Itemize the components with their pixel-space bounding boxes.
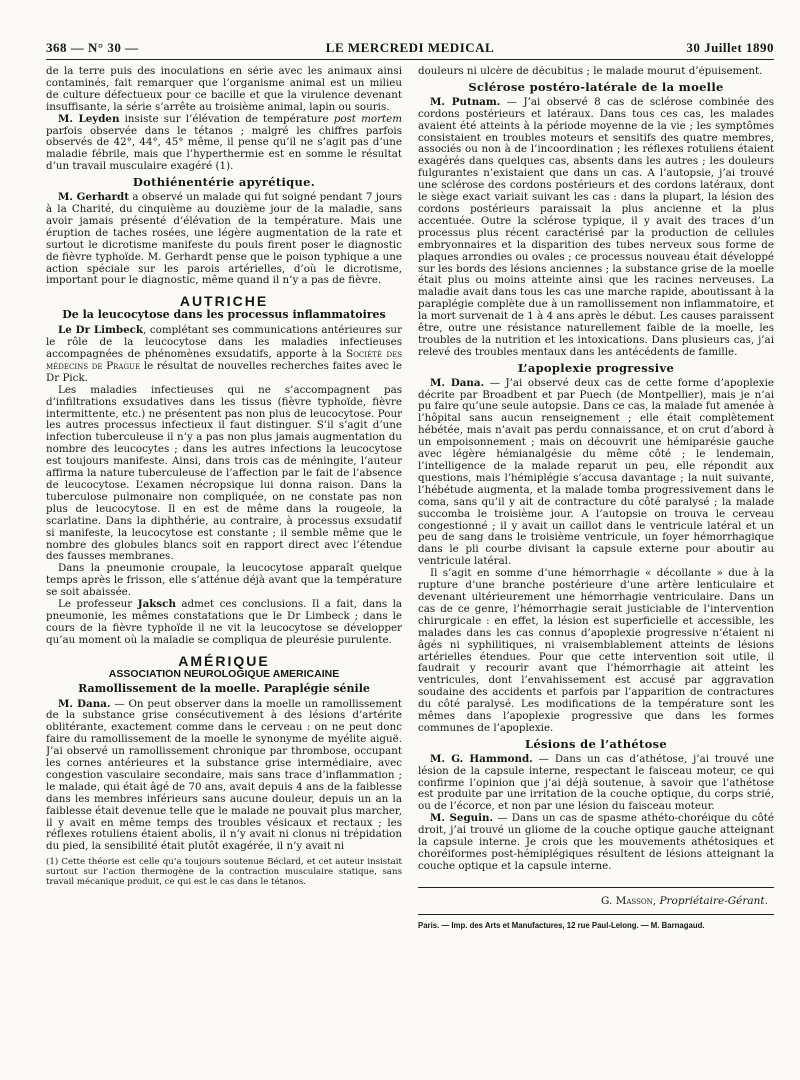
country-heading: AMÉRIQUE — [178, 652, 270, 669]
publisher-title: Propriétaire-Gérant. — [656, 894, 768, 907]
speaker-name: M. Dana. — [430, 376, 485, 389]
paragraph — [46, 325, 402, 385]
speaker-name: M. Leyden — [58, 112, 120, 125]
country-heading: AUTRICHE — [179, 293, 269, 310]
text-run: — Dans un cas de spasme athéto-choréique du côté droit, j’ai trouvé un gliome de la couche optique gauche atteignant la capsule interne. Je crois que les mouvements athétosiques et choréiformes post-hémiplégiques résultent de lésions atteignant la couche optique et la capsule interne. — [418, 812, 774, 872]
text-run: admet ces conclusions. Il a fait, dans la pneumonie, les mêmes constatations que le Dr Limbeck ; dans le cours de la fièvre typhoïde il ne vit la leucocytose se développer qu’au moment où la maladie se compliqua de pleurésie purulente. — [46, 598, 402, 646]
speaker-name: M. Gerhardt — [58, 191, 129, 204]
paragraph: Il s’agit en somme d’une hémorrhagie « décollante » due à la rupture d’une branche postérieure d’une artère lenticulaire et devenant ultérieurement une hémorrhagie ventriculaire. Dans un cas de ce genre, l’hémorrhagie serait justiciable de l’intervention chirurgicale : en effet, la lésion est superficielle et accessible, les malades dans les cas connus d’apoplexie progressive n’étaient ni âgés ni syphilitiques, ni vraisemblablement atteints de lésions artérielles étendues. Pour que cette intervention soit utile, il faudrait y recourir avant que l’hémorrhagie ait atteint les ventricules, dont l’envahissement est accusé par aggravation soudaine des accidents et parfois par l’apparition de contractures du côté paralysé. Les modifications de la température sont les mêmes dans l’apoplexie progressive que dans les formes communes de l’apoplexie. — [418, 567, 774, 734]
speaker-name: M. G. Hammond. — [430, 752, 533, 765]
text-run: Le professeur — [58, 598, 138, 611]
association-heading: ASSOCIATION NEUROLOGIQUE AMERICAINE — [108, 667, 340, 680]
article-columns — [46, 66, 774, 1076]
text-run: parfois observée dans le tétanos ; malgré les chiffres parfois observés de 42°, 44°, 45° même, il pense qu’il ne s’agit pas d’une maladie fébrile, mais que l’hyperthermie est en somme le résultat d’un travail musculaire exagéré (1). — [46, 124, 402, 173]
paragraph: Dans la pneumonie croupale, la leucocytose apparaît quelque temps après le frisson, elle s’atténue déjà avant que la température se soit abaissée. — [46, 562, 402, 599]
text-run: , complétant ses communications antérieures sur le rôle de la leucocytose dans les maladies infectieuses accompagnées de phénomènes exsudatifs, apporte à la — [46, 324, 402, 361]
left-column — [46, 66, 402, 1076]
printer-imprint: Paris. — Imp. des Arts et Manufactures, 12 rue Paul-Lelong. — M. Barnagaud. — [418, 920, 705, 930]
text-run: insiste sur l’élévation de température — [119, 112, 334, 125]
speaker-name: Le Dr Limbeck — [58, 324, 144, 337]
paragraph — [46, 192, 402, 287]
speaker-name: M. Dana. — [58, 697, 111, 710]
section-heading: Dothiénentérie apyrétique. — [132, 175, 316, 190]
page-number: 368 — N° 30 — — [46, 40, 139, 55]
speaker-name: Jaksch — [137, 598, 176, 611]
right-column — [418, 66, 774, 1076]
text-run: — J’ai observé 8 cas de sclérose combinée des cordons postérieurs et latéraux. Dans tous ces cas, les malades avaient été atteints à la période moyenne de la vie ; les symptômes consistaient en troubles moteurs et sensitifs des quatre membres, associés ou non à de l’incoordination ; les réflexes rotuliens étaient exagérés dans quelques cas, absents dans les autres ; les douleurs fulgurantes n’existaient que dans un cas. A l’autopsie, j’ai trouvé une sclérose des cordons postérieurs et des cordons latéraux, dont le siège exact variait suivant les cas : dans la plupart, la lésion des cordons postérieurs paraissait la plus ancienne et la plus accentuée. Outre la sclérose typique, il y avait des traces d’un processus plus récent caractérisé par la production de cellules embryonnaires et la disparition des tubes nerveux sous forme de plaques arrondies ou ovales ; ce processus nouveau était développé sur les bords des lésions anciennes ; la substance grise de la moelle était plus ou moins atteinte ainsi que les racines nerveuses. La maladie avait dans tous les cas une marche rapide, aboutissant à la paraplégie complète due à un ramollissement non inflammatoire, et la mort survenait de 1 à 4 ans après le début. Les causes paraissent être, outre une résistance naturellement faible de la moelle, les troubles de la nutrition et les intoxications. Dans plusieurs cas, j’ai relevé des troubles mentaux dans les antécédents de famille. — [418, 95, 774, 358]
page-header — [46, 34, 774, 60]
text-run: le résultat de nouvelles recherches faites avec le Dr Pick. — [46, 359, 402, 384]
paragraph — [46, 599, 402, 647]
paragraph — [418, 754, 774, 814]
paragraph — [418, 813, 774, 873]
speaker-name: M. Putnam. — [430, 95, 501, 108]
text-run: — Dans un cas d’athétose, j’ai trouvé une lésion de la capsule interne, respectant le faisceau moteur, ce qui confirme l’opinion que j’ai déjà soutenue, à savoir que l’athétose est produite par une irritation de la couche optique, du corps strié, ou de l’écorce, et non par une lésion du faisceau moteur. — [418, 752, 774, 813]
journal-title: LE MERCREDI MEDICAL — [325, 40, 495, 55]
text-run: — On peut observer dans la moelle un ramollissement de la substance grise consécutivement à des lésions d’artérite oblitérante, exactement comme dans le cerveau : on ne peut donc faire du ramollissement de la moelle le synonyme de myélite aiguë. J’ai observé un ramollissement chronique par thrombose, occupant les cornes antérieures et la substance grise intermédiaire, avec congestion vasculaire secondaire, mais sans trace d’inflammation ; le malade, qui était âgé de 70 ans, avait depuis 4 ans de la faiblesse dans les membres inférieurs sans aucune douleur, depuis un an la faiblesse était devenue telle que le malade ne pouvait plus marcher, il y avait en même temps des troubles vésicaux et rectaux ; les réflexes rotuliens étaient abolis, il n’y avait ni clonus ni trépidation du pied, la sensibilité était plutôt exagérée, il n’y avait ni — [46, 697, 402, 853]
italic-term: post mortem — [333, 112, 402, 125]
paragraph — [46, 699, 402, 854]
paragraph: douleurs ni ulcère de décubitus ; le malade mourut d’épuisement. — [418, 66, 763, 77]
text-run: a observé un malade qui fut soigné pendant 7 jours à la Charité, du cinquième au douzième jour de la maladie, sans avoir jamais présenté d’élévation de la température. Mais une éruption de taches rosées, une légère augmentation de la rate et surtout le dicrotisme manifeste du pouls firent poser le diagnostic de fièvre typhoïde. M. Gerhardt pense que le poison typhique a une action spéciale sur les parois artérielles, d’où le dicrotisme, important pour le diagnostic, même quand il n’y a pas de fièvre. — [46, 191, 402, 287]
article-heading: De la leucocytose dans les processus inflammatoires — [62, 308, 386, 322]
issue-date: 30 Juillet 1890 — [686, 40, 774, 55]
paragraph — [418, 97, 774, 359]
section-heading: Sclérose postéro-latérale de la moelle — [468, 79, 724, 94]
footnote: (1) Cette théorie est celle qu’a toujours soutenue Béclard, et cet auteur insistait surtout sur l’action thermogène de la contraction musculaire statique, sans travail mécanique produit, ce qui est le cas dans le tétanos. — [46, 857, 402, 888]
section-heading: Lésions de l’athétose — [524, 736, 667, 751]
society-name: Société des médecins de Prague — [46, 348, 402, 372]
text-run: — J’ai observé deux cas de cette forme d’apoplexie décrite par Broadbent et par Puech (de Montpellier), mais je n’ai pu faire qu’une seule autopsie. Dans ce cas, la malade fut amenée à l’hôpital sans aucun renseignement ; elle était complètement hébétée, mais n’avait pas perdu connaissance, et on crut d’abord à un empoisonnement ; mais on découvrit une hémiparésie gauche avec légère hémianalgésie du même côté ; le lendemain, l’intelligence de la malade reparut un peu, elle répondit aux questions, mais l’hémiplégie s’accusa davantage ; la nuit suivante, l’hébétude augmenta, et la malade tomba progressivement dans le coma, sans qu’il y ait de contracture du côté paralysé ; la malade succomba le troisième jour. A l’autopsie on trouva le cerveau congestionné ; il y avait un caillot dans le ventricule latéral et un peu de sang dans le troisième ventricule, un foyer hémorrhagique dans le pli courbe divisant la capsule externe pour aboutir au ventricule latéral. — [418, 376, 774, 568]
publisher-signature — [418, 887, 774, 915]
speaker-name: M. Seguin. — [430, 812, 494, 825]
paragraph: Les maladies infectieuses qui ne s’accompagnent pas d’infiltrations exsudatives dans les tissus (fièvre typhoïde, fièvre intermittente, etc.) ne présentent pas non plus de leucocytose. Pour les autres processus infectieux il faut distinguer. S’il s’agit d’une infection tuberculeuse il n’y a pas non plus jamais augmentation du nombre des leucocytes ; dans les autres infections la leucocytose est toujours manifeste. Ainsi, dans trois cas de méningite, l’auteur affirma la nature tuberculeuse de l’affection par le fait de l’absence de leucocytose. L’examen nécropsique lui donna raison. Dans la tuberculose pulmonaire non compliquée, on ne constate pas non plus de leucocytose. Il en est de même dans la rougeole, la scarlatine. Dans la diphthérie, au contraire, à processus exsudatif si manifeste, la leucocytose est constante ; il semble même que le nombre des globules blancs soit en rapport direct avec l’étendue des fausses membranes. — [46, 383, 402, 563]
paragraph: de la terre puis des inoculations en série avec les animaux ainsi contaminés, fait remarquer que l’organisme animal est un milieu de culture défectueux pour ce bacille et que la virulence devenant insuffisante, la série s’arrête au troisième animal, lapin ou souris. — [46, 66, 402, 113]
publisher-name: G. Masson, — [600, 894, 657, 907]
article-heading: Ramollissement de la moelle. Paraplégie sénile — [78, 681, 370, 695]
section-heading: L’apoplexie progressive — [517, 360, 675, 375]
paragraph — [46, 114, 402, 174]
paragraph — [418, 378, 774, 569]
